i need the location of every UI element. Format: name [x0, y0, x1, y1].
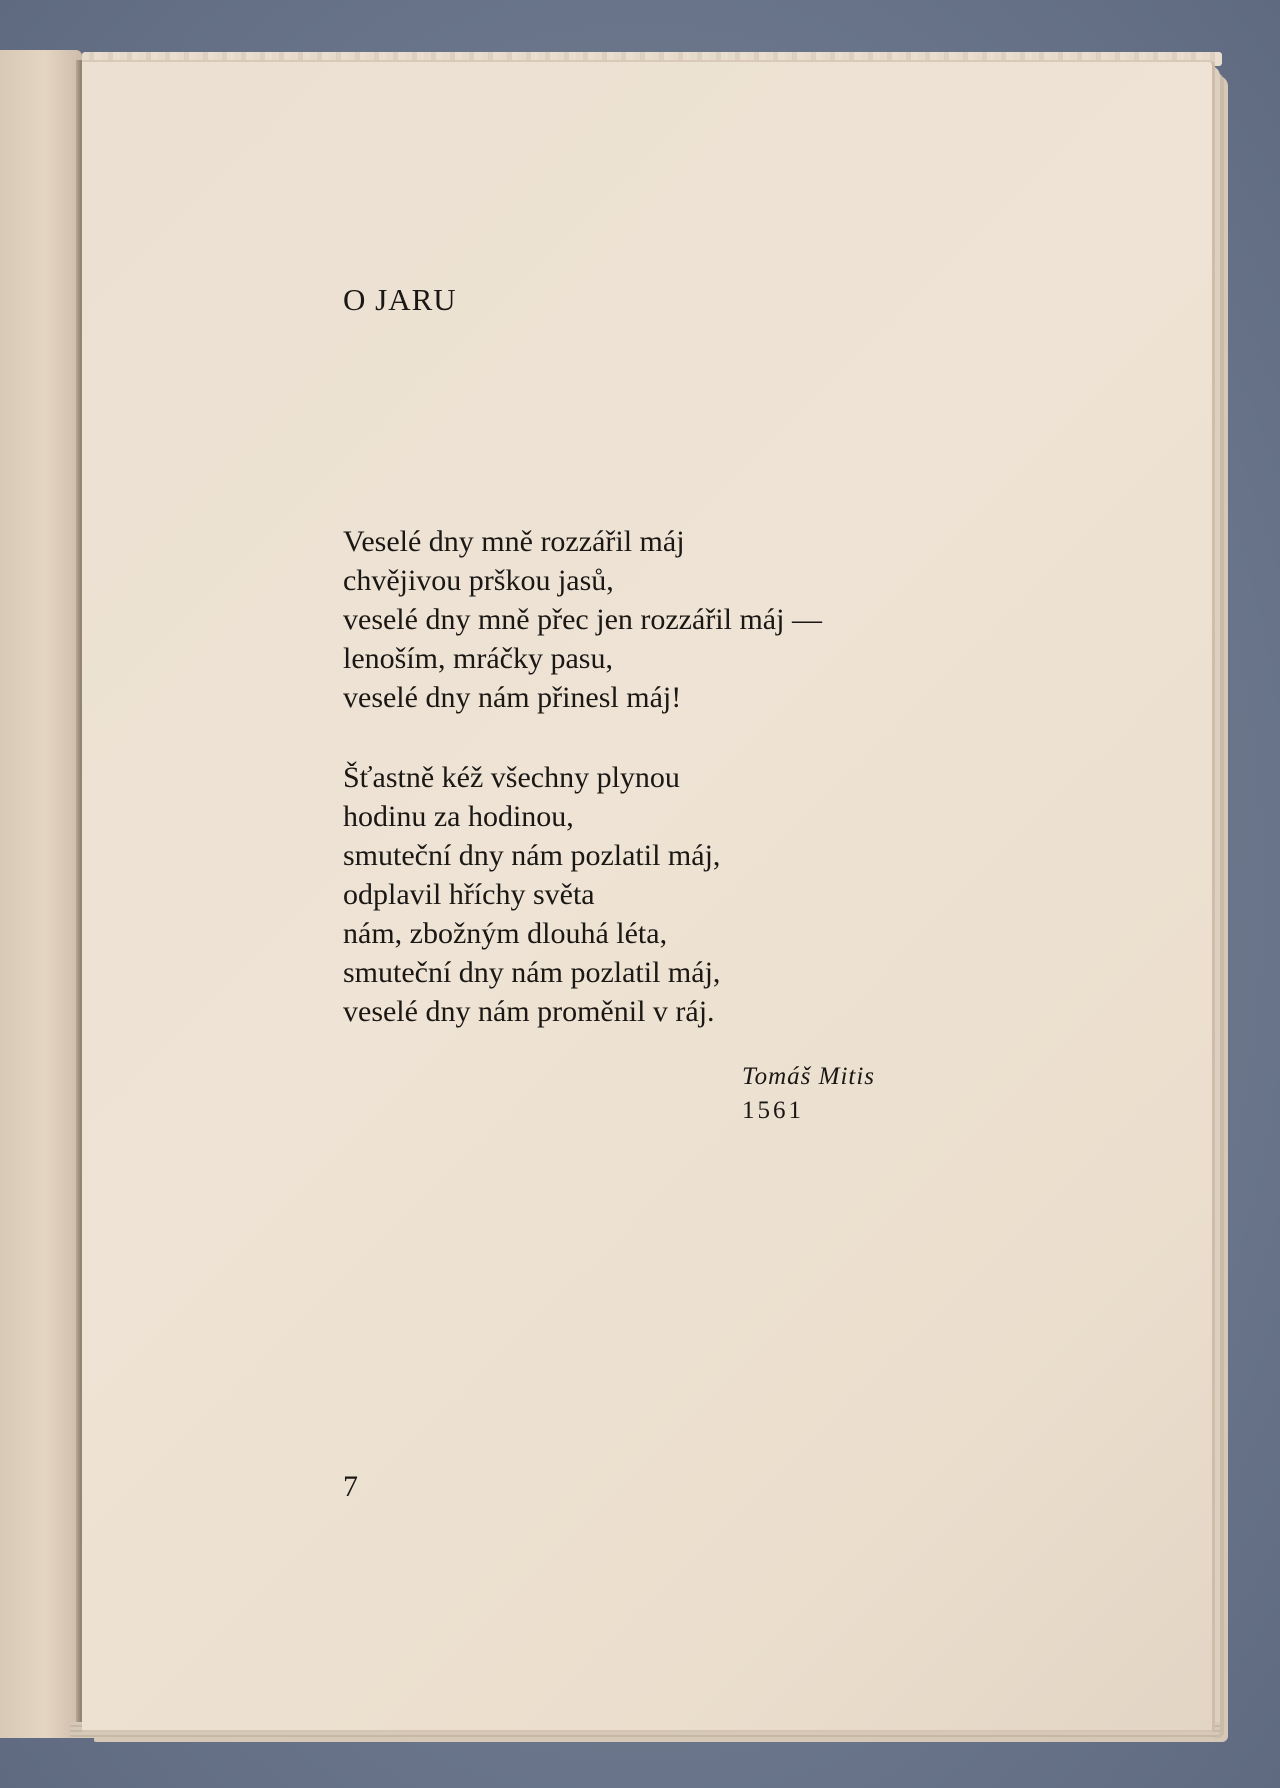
page-number: 7: [343, 1470, 358, 1503]
left-page-edge: [0, 50, 82, 1738]
stanza-1: [343, 522, 822, 717]
verse-line: odplavil hříchy světa: [343, 878, 595, 911]
poem-author: Tomáš Mitis: [742, 1063, 876, 1090]
verse-line: Veselé dny mně rozzářil máj: [343, 525, 685, 558]
verse-line: veselé dny nám proměnil v ráj.: [343, 995, 715, 1028]
verse-line: veselé dny nám přinesl máj!: [343, 681, 682, 714]
verse-line: hodinu za hodinou,: [343, 800, 574, 833]
verse-line: smuteční dny nám pozlatil máj,: [343, 956, 721, 989]
verse-line: Šťastně kéž všechny plynou: [343, 761, 680, 794]
stanza-2: [343, 758, 720, 1031]
poem-title: O JARU: [343, 282, 457, 317]
verse-line: veselé dny mně přec jen rozzářil máj —: [343, 603, 822, 636]
verse-line: nám, zbožným dlouhá léta,: [343, 917, 668, 950]
attribution: [742, 1060, 875, 1128]
verse-line: lenoším, mráčky pasu,: [343, 642, 613, 675]
verse-line: smuteční dny nám pozlatil máj,: [343, 839, 721, 872]
poem-year: 1561: [742, 1097, 804, 1124]
verse-line: chvějivou prškou jasů,: [343, 564, 614, 597]
